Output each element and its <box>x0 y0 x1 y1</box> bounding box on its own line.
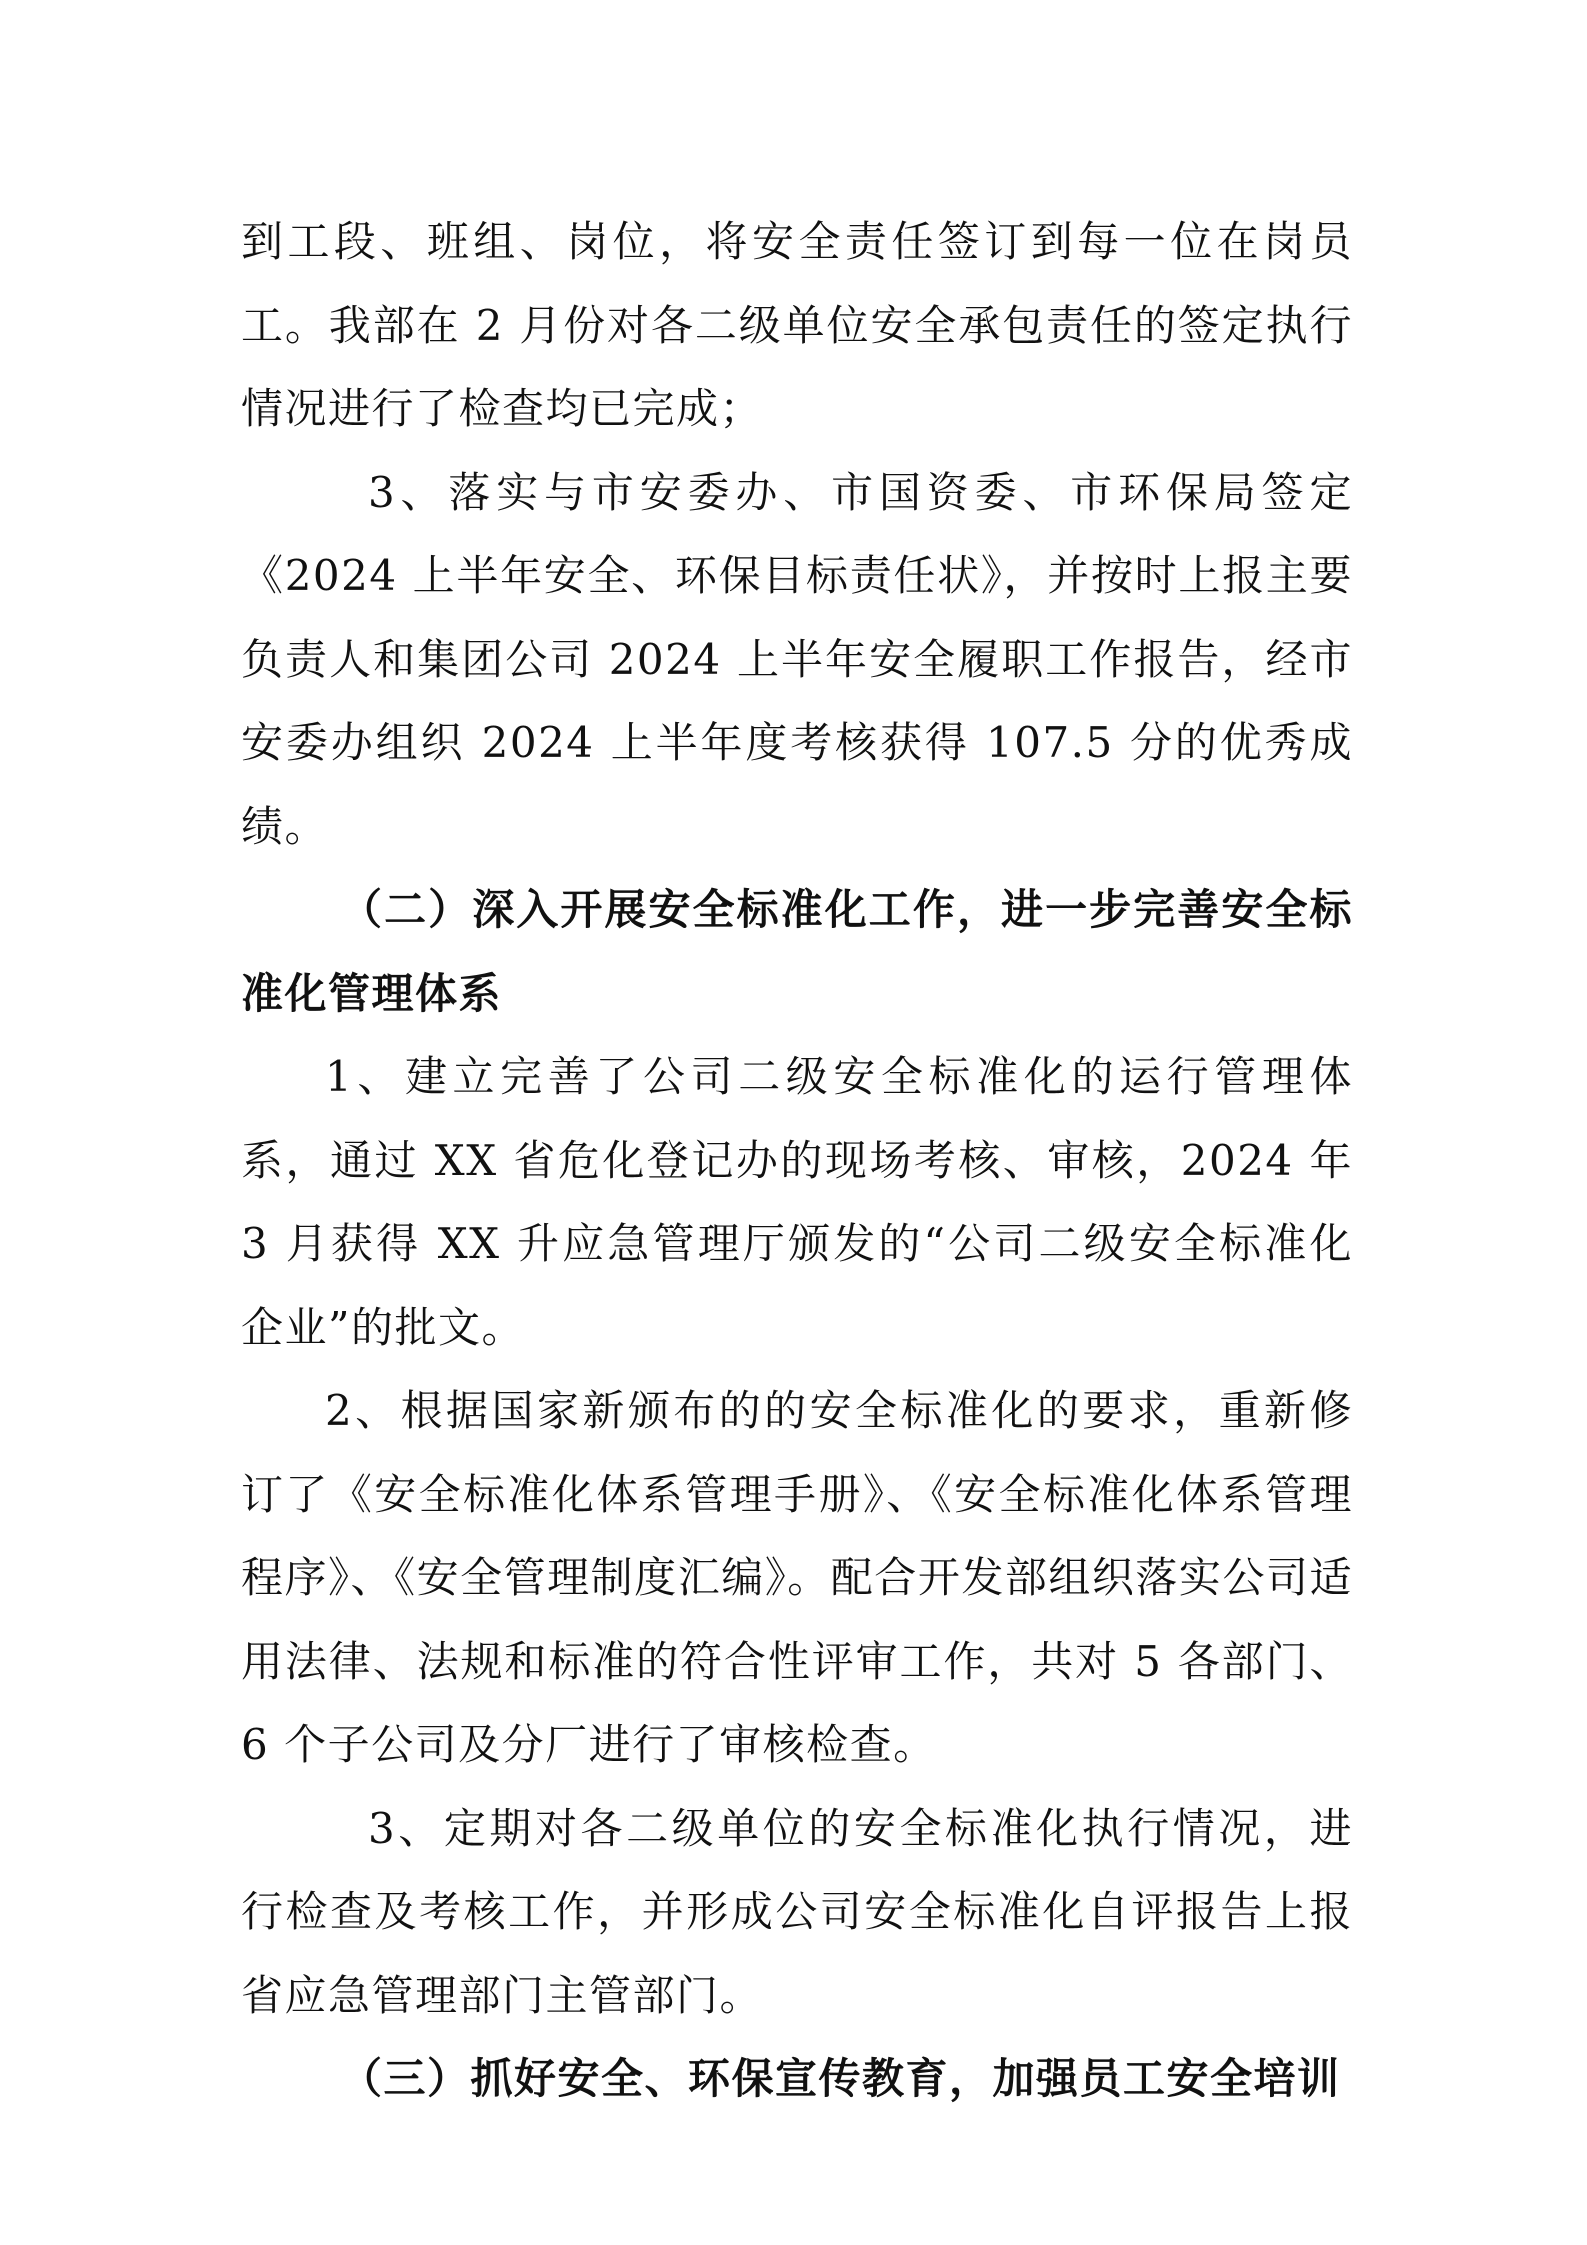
paragraph-item-2-revision: 2、根据国家新颁布的的安全标准化的要求，重新修订了《安全标准化体系管理手册》、《安全标准化体系管理程序》、《安全管理制度汇编》。配合开发部组织落实公司适用法律、法规和标准的符合性评审工作，共对 5 各部门、6 个子公司及分厂进行了审核检查。 <box>241 1386 1353 1769</box>
paragraph-item-3-responsibility: 3、落实与市安委办、市国资委、市环保局签定《2024 上半年安全、环保目标责任状》，并按时上报主要负责人和集团公司 2024 上半年安全履职工作报告，经市安委办组织 2024 上半年度考核获得 107.5 分的优秀成绩。 <box>241 467 1353 851</box>
paragraph-item-1-standardization: 1、建立完善了公司二级安全标准化的运行管理体系，通过 XX 省危化登记办的现场考核、审核，2024 年 3 月获得 XX 升应急管理厅颁发的“公司二级安全标准化企业”的批文。 <box>241 1052 1353 1352</box>
document-body <box>241 200 1353 2121</box>
section-heading-3: （三）抓好安全、环保宣传教育，加强员工安全培训 <box>340 2054 1341 2103</box>
paragraph-item-3-inspection: 3、定期对各二级单位的安全标准化执行情况，进行检查及考核工作，并形成公司安全标准化自评报告上报省应急管理部门主管部门。 <box>241 1803 1353 2020</box>
paragraph-continuation: 到工段、班组、岗位，将安全责任签订到每一位在岗员工。我部在 2 月份对各二级单位安全承包责任的签定执行情况进行了检查均已完成； <box>241 217 1353 433</box>
section-heading-2: （二）深入开展安全标准化工作，进一步完善安全标准化管理体系 <box>241 885 1353 1018</box>
